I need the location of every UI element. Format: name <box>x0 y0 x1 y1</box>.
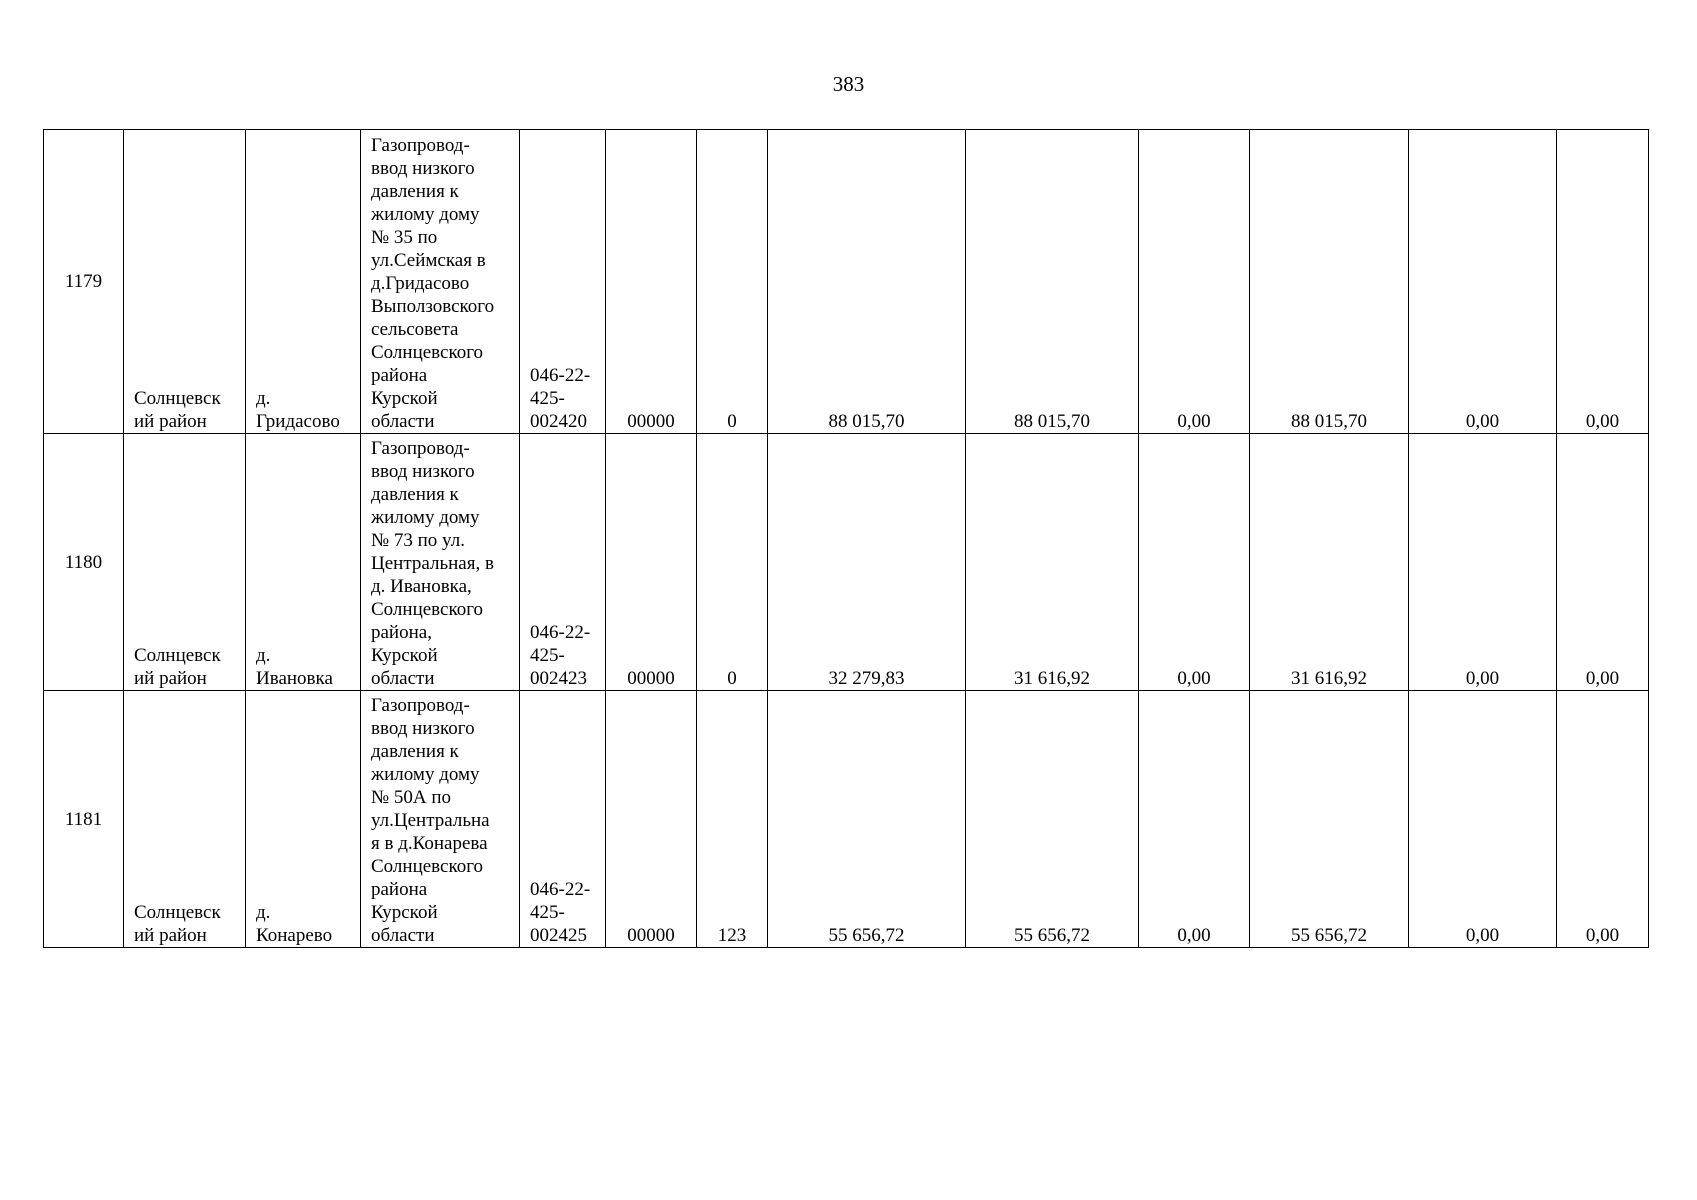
cell-text-line: № 50А по <box>371 787 452 808</box>
cell-text-line: района <box>371 879 428 900</box>
cell-text-line: жилому дому <box>371 204 480 225</box>
amount-cell: 0,00 <box>1409 691 1557 948</box>
registry-code-cell <box>520 691 606 948</box>
cell-text-line: 425- <box>530 645 565 666</box>
cell-text-line: сельсовета <box>371 319 459 340</box>
table-row <box>44 434 1649 691</box>
cell-text-line: Выползовского <box>371 296 495 317</box>
cell-text-line: Солнцевск <box>134 388 221 409</box>
cell-text-line: д. Ивановка, <box>371 576 472 597</box>
cell-text-line: района <box>371 365 428 386</box>
settlement-cell <box>246 434 361 691</box>
cell-text-line: Конарево <box>256 925 333 946</box>
cell-text-line: ул.Центральна <box>371 810 490 831</box>
registry-table <box>43 129 1649 948</box>
cell-text-line: ул.Сеймская в <box>371 250 486 271</box>
cell-text-line: д. <box>256 645 271 666</box>
amount-cell: 88 015,70 <box>1250 130 1409 434</box>
cell-text-line: д. <box>256 902 271 923</box>
amount-cell: 31 616,92 <box>966 434 1139 691</box>
amount-cell: 0,00 <box>1139 130 1250 434</box>
cell-text-line: ввод низкого <box>371 718 475 739</box>
quantity-cell: 0 <box>697 434 768 691</box>
district-cell <box>124 691 246 948</box>
amount-cell: 55 656,72 <box>1250 691 1409 948</box>
cell-text-line: Солнцевск <box>134 645 221 666</box>
amount-cell: 88 015,70 <box>768 130 966 434</box>
cell-text-line: № 35 по <box>371 227 438 248</box>
amount-cell: 0,00 <box>1557 130 1649 434</box>
description-cell <box>361 434 520 691</box>
amount-cell: 0,00 <box>1139 434 1250 691</box>
table-row <box>44 130 1649 434</box>
cell-text-line: Газопровод- <box>371 438 470 459</box>
settlement-cell <box>246 130 361 434</box>
amount-cell: 55 656,72 <box>768 691 966 948</box>
quantity-cell: 0 <box>697 130 768 434</box>
cell-text-line: Солнцевск <box>134 902 221 923</box>
district-cell <box>124 130 246 434</box>
cell-text-line: области <box>371 925 435 946</box>
cell-text-line: 046-22- <box>530 622 591 643</box>
cell-text-line: ий район <box>134 925 207 946</box>
cell-text-line: ий район <box>134 411 207 432</box>
quantity-cell: 123 <box>697 691 768 948</box>
cell-text-line: района, <box>371 622 432 643</box>
registry-code-cell <box>520 130 606 434</box>
cell-text-line: жилому дому <box>371 764 480 785</box>
cell-text-line: д.Гридасово <box>371 273 470 294</box>
registry-code-cell <box>520 434 606 691</box>
amount-cell: 0,00 <box>1557 691 1649 948</box>
cell-text-line: Курской <box>371 645 438 666</box>
table-row <box>44 691 1649 948</box>
row-number-cell: 1179 <box>44 130 124 434</box>
cell-text-line: 046-22- <box>530 879 591 900</box>
code-suffix-cell: 00000 <box>606 691 697 948</box>
cell-text-line: Газопровод- <box>371 135 470 156</box>
code-suffix-cell: 00000 <box>606 434 697 691</box>
cell-text-line: жилому дому <box>371 507 480 528</box>
row-number-cell: 1180 <box>44 434 124 691</box>
amount-cell: 55 656,72 <box>966 691 1139 948</box>
amount-cell: 0,00 <box>1557 434 1649 691</box>
cell-text-line: Гридасово <box>256 411 340 432</box>
amount-cell: 0,00 <box>1409 130 1557 434</box>
cell-text-line: давления к <box>371 484 459 505</box>
cell-text-line: давления к <box>371 741 459 762</box>
amount-cell: 0,00 <box>1139 691 1250 948</box>
amount-cell: 88 015,70 <box>966 130 1139 434</box>
cell-text-line: я в д.Конарева <box>371 833 488 854</box>
amount-cell: 31 616,92 <box>1250 434 1409 691</box>
cell-text-line: Ивановка <box>256 668 333 689</box>
cell-text-line: 002423 <box>530 668 587 689</box>
cell-text-line: Курской <box>371 388 438 409</box>
cell-text-line: Курской <box>371 902 438 923</box>
amount-cell: 0,00 <box>1409 434 1557 691</box>
settlement-cell <box>246 691 361 948</box>
cell-text-line: области <box>371 668 435 689</box>
cell-text-line: Солнцевского <box>371 342 484 363</box>
district-cell <box>124 434 246 691</box>
cell-text-line: ввод низкого <box>371 461 475 482</box>
code-suffix-cell: 00000 <box>606 130 697 434</box>
cell-text-line: Солнцевского <box>371 856 484 877</box>
description-cell <box>361 691 520 948</box>
cell-text-line: Центральная, в <box>371 553 494 574</box>
cell-text-line: ввод низкого <box>371 158 475 179</box>
cell-text-line: 046-22- <box>530 365 591 386</box>
amount-cell: 32 279,83 <box>768 434 966 691</box>
cell-text-line: Солнцевского <box>371 599 484 620</box>
cell-text-line: 002420 <box>530 411 587 432</box>
row-number-cell: 1181 <box>44 691 124 948</box>
cell-text-line: д. <box>256 388 271 409</box>
cell-text-line: давления к <box>371 181 459 202</box>
description-cell <box>361 130 520 434</box>
cell-text-line: области <box>371 411 435 432</box>
cell-text-line: 425- <box>530 388 565 409</box>
page-number: 383 <box>832 72 865 96</box>
cell-text-line: 002425 <box>530 925 587 946</box>
cell-text-line: № 73 по ул. <box>371 530 465 551</box>
cell-text-line: 425- <box>530 902 565 923</box>
cell-text-line: Газопровод- <box>371 695 470 716</box>
cell-text-line: ий район <box>134 668 207 689</box>
